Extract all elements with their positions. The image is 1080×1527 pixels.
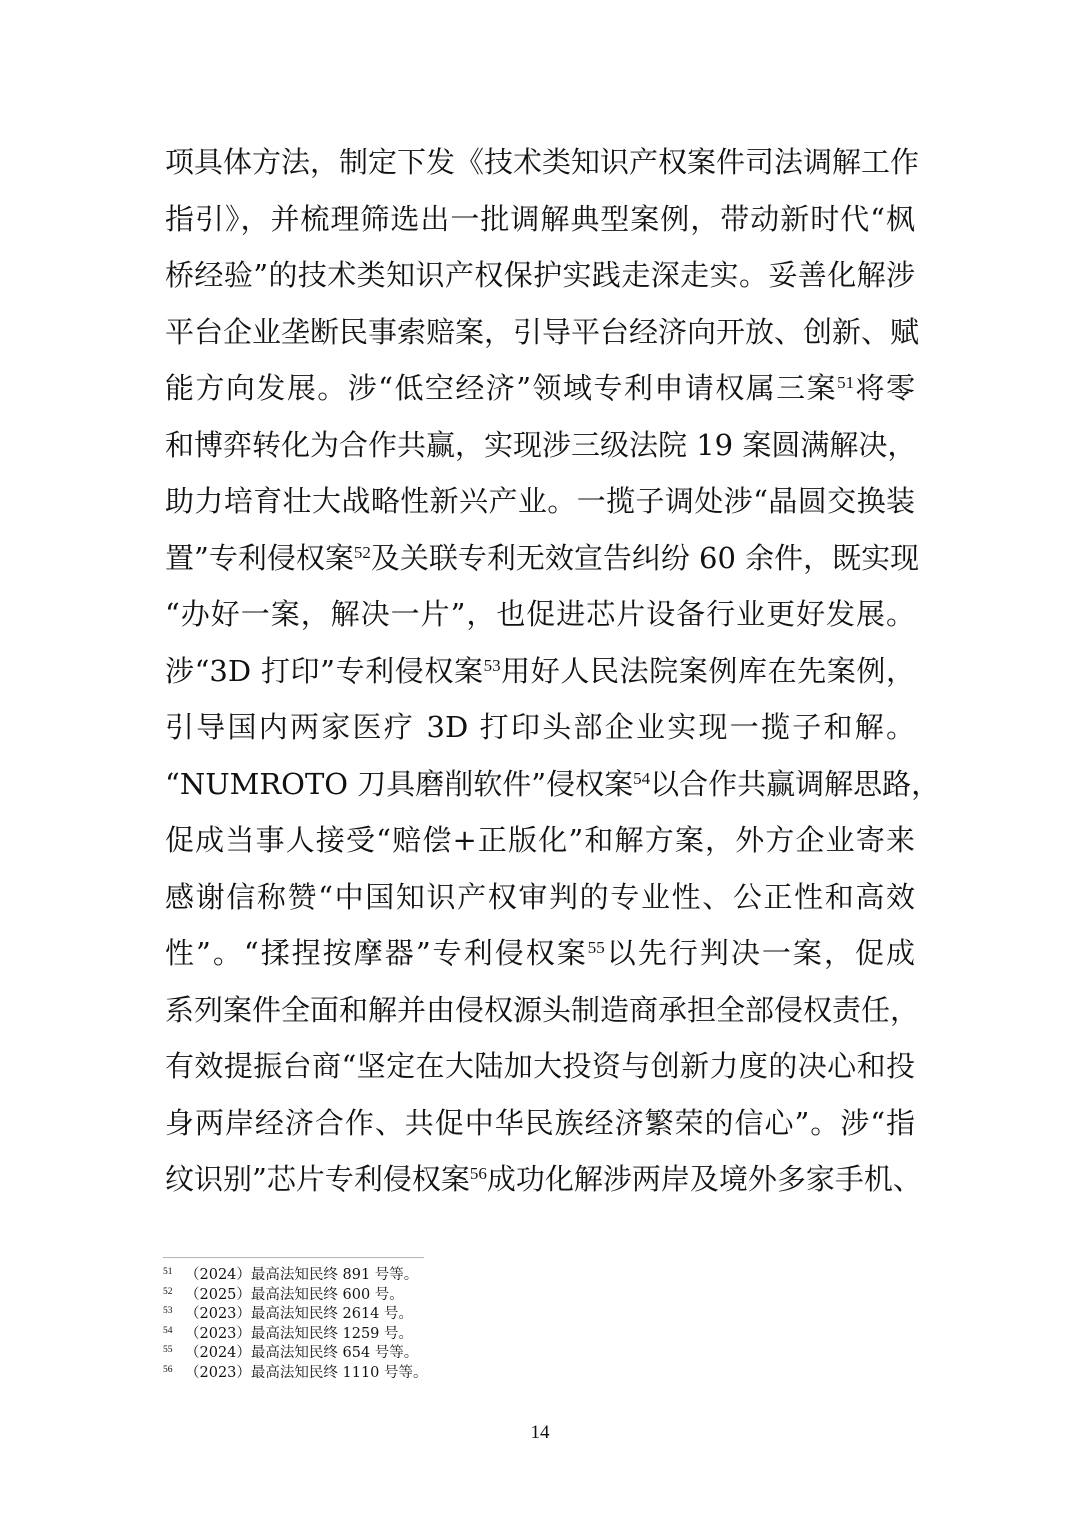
- footnote-number: 55: [163, 1345, 173, 1356]
- line-text: 平台企业垄断民事索赔案，引导平台经济向开放、创新、赋: [165, 314, 920, 349]
- footnote-text: （2024）最高法知民终 891 号等。: [185, 1267, 419, 1283]
- footnote-text: （2024）最高法知民终 654 号等。: [185, 1345, 419, 1362]
- text-line: [165, 761, 941, 818]
- line-text: 成功化解涉两岸及境外多家手机、: [486, 1162, 922, 1196]
- line-text: 引导国内两家医疗 3D 打印头部企业实现一揽子和解。: [165, 710, 915, 744]
- footnote-55: [163, 1344, 763, 1364]
- text-line: [165, 422, 915, 479]
- line-text: 桥经验”的技术类知识产权保护实践走深走实。妥善化解涉: [165, 258, 915, 292]
- footnote-number: 56: [163, 1364, 173, 1375]
- footnote-number: 52: [163, 1286, 173, 1297]
- footnote-number: 51: [163, 1267, 173, 1277]
- line-text: “办好一案，解决一片”，也促进芯片设备行业更好发展。: [165, 597, 915, 631]
- text-line: [165, 365, 915, 422]
- line-text: 感谢信称赞“中国知识产权审判的专业性、公正性和高效: [165, 879, 915, 914]
- line-text: 有效提振台商“坚定在大陆加大投资与创新力度的决心和投: [165, 1049, 915, 1083]
- footnote-text: （2023）最高法知民终 1259 号。: [185, 1325, 414, 1342]
- text-line: [165, 1043, 915, 1100]
- footnote-text: （2025）最高法知民终 600 号。: [185, 1286, 404, 1303]
- footnote-ref-53[interactable]: 53: [483, 655, 501, 675]
- text-line: [165, 648, 915, 705]
- footnote-ref-52[interactable]: 52: [353, 542, 371, 562]
- text-line: [165, 930, 915, 987]
- text-line: [165, 874, 915, 931]
- text-line: [165, 196, 915, 253]
- footnote-separator: [163, 1257, 424, 1258]
- text-line: [165, 139, 920, 196]
- line-text: 将零: [854, 371, 915, 405]
- line-text: 身两岸经济合作、共促中华民族经济繁荣的信心”。涉“指: [165, 1105, 915, 1140]
- line-text: 项具体方法，制定下发《技术类知识产权案件司法调解工作: [165, 145, 920, 179]
- line-text: 纹识别”芯片专利侵权案: [165, 1162, 470, 1196]
- footnote-ref-54[interactable]: 54: [633, 768, 651, 788]
- line-text: 指引》，并梳理筛选出一批调解典型案例，带动新时代“枫: [165, 201, 915, 236]
- line-text: 助力培育壮大战略性新兴产业。一揽子调处涉“晶圆交换装: [165, 484, 915, 518]
- text-line: [165, 478, 915, 535]
- line-text: 置”专利侵权案: [165, 540, 354, 575]
- text-line: [165, 591, 915, 648]
- footnote-ref-56[interactable]: 56: [469, 1164, 487, 1183]
- text-line: [165, 252, 915, 309]
- line-text: 及关联专利无效宣告纠纷 60 余件，既实现: [370, 540, 920, 575]
- footnote-text: （2023）最高法知民终 2614 号。: [185, 1306, 414, 1323]
- footnote-ref-55[interactable]: 55: [587, 938, 605, 957]
- footnote-ref-51[interactable]: 51: [837, 373, 855, 392]
- line-text: 促成当事人接受“赔偿+正版化”和解方案，外方企业寄来: [165, 823, 915, 857]
- line-text: 以先行判决一案，促成: [604, 936, 915, 970]
- line-text: 能方向发展。涉“低空经济”领域专利申请权属三案: [165, 371, 838, 405]
- text-line: [165, 704, 915, 761]
- line-text: 性”。“揉捏按摩器”专利侵权案: [165, 936, 588, 970]
- footnote-53: [163, 1305, 763, 1325]
- page-number: 14: [530, 1422, 550, 1443]
- text-line: [165, 987, 920, 1044]
- line-text: 系列案件全面和解并由侵权源头制造商承担全部侵权责任，: [165, 992, 920, 1027]
- footnotes-list: [163, 1266, 763, 1384]
- text-line: [165, 1156, 922, 1213]
- line-text: 涉“3D 打印”专利侵权案: [165, 653, 484, 688]
- footnote-number: 53: [163, 1306, 173, 1317]
- footnote-56: [163, 1364, 763, 1384]
- text-line: [165, 1100, 915, 1157]
- text-line: [165, 309, 920, 366]
- footnote-54: [163, 1325, 763, 1345]
- line-text: 用好人民法院案例库在先案例，: [500, 653, 915, 688]
- line-text: 以合作共赢调解思路，: [650, 766, 941, 801]
- footnote-text: （2023）最高法知民终 1110 号等。: [185, 1364, 428, 1381]
- footnote-52: [163, 1286, 763, 1306]
- body-paragraph: [165, 139, 941, 1213]
- line-text: 和博弈转化为合作共赢，实现涉三级法院 19 案圆满解决，: [165, 427, 917, 462]
- footnote-number: 54: [163, 1325, 173, 1336]
- text-line: [165, 535, 920, 592]
- footnote-51: [163, 1266, 763, 1286]
- line-text: “NUMROTO 刀具磨削软件”侵权案: [165, 766, 634, 801]
- text-line: [165, 817, 915, 874]
